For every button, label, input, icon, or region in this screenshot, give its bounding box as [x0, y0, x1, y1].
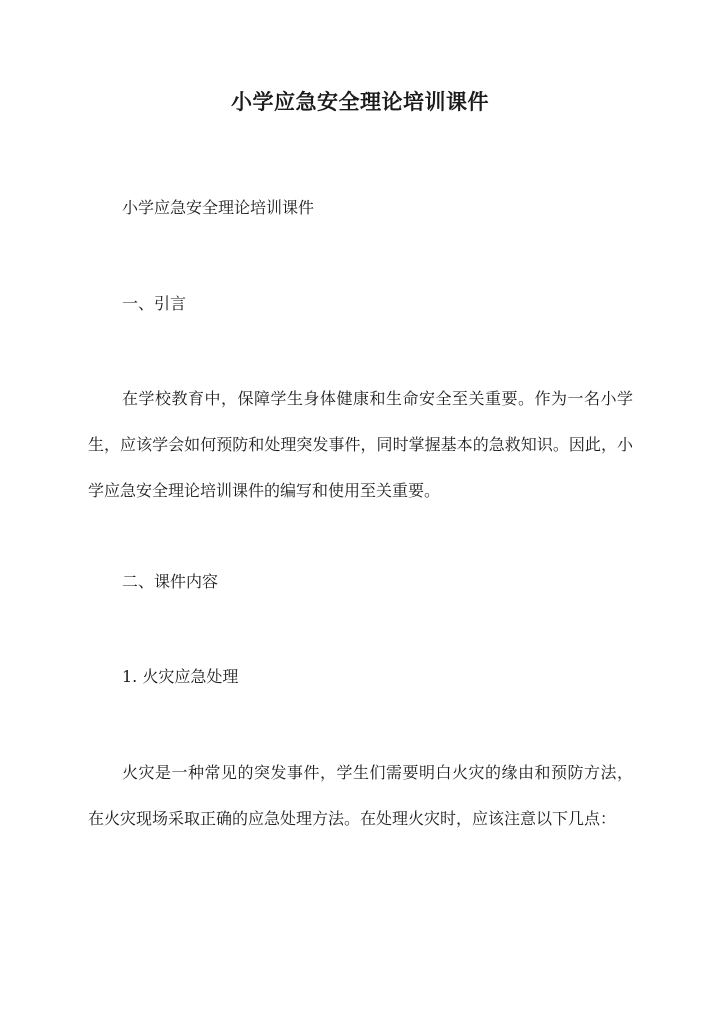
introduction-paragraph: 在学校教育中，保障学生身体健康和生命安全至关重要。作为一名小学生，应该学会如何预防和处理突发事件，同时掌握基本的急救知识。因此，小学应急安全理论培训课件的编写和使用至关重要。	[88, 389, 633, 500]
fire-emergency-paragraph: 火灾是一种常见的突发事件，学生们需要明白火灾的缘由和预防方法，在火灾现场采取正确的应急处理方法。在处理火灾时，应该注意以下几点：	[88, 763, 633, 828]
document-subtitle: 小学应急安全理论培训课件	[122, 198, 315, 217]
section-heading-course-content: 二、课件内容	[122, 572, 219, 591]
document-title: 小学应急安全理论培训课件	[231, 89, 489, 114]
section-heading-introduction: 一、引言	[122, 294, 187, 313]
subsection-heading-fire-emergency: 1. 火灾应急处理	[122, 667, 239, 686]
